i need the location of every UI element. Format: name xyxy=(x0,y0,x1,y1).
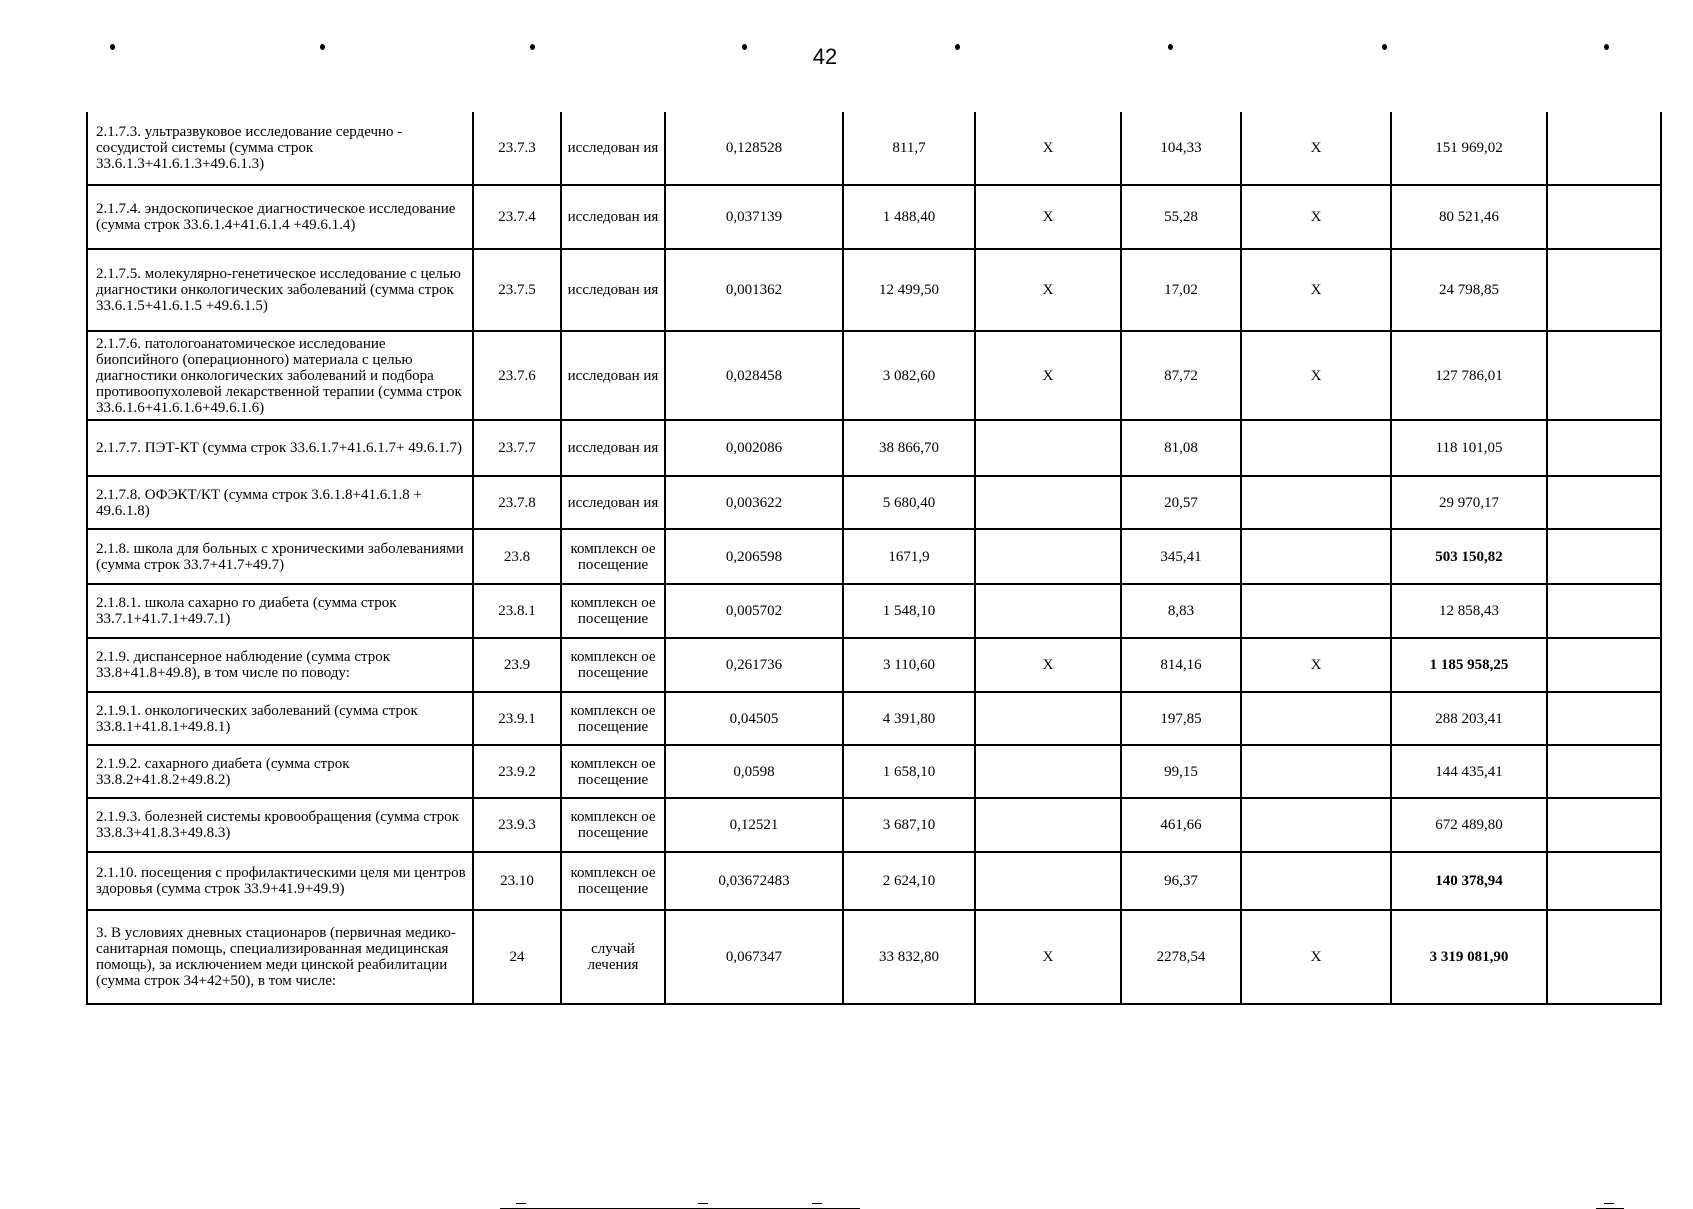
table-row xyxy=(87,249,1661,331)
row-total: 24 798,85 xyxy=(1391,249,1547,331)
row-total: 140 378,94 xyxy=(1391,852,1547,910)
row-per-capita: 461,66 xyxy=(1121,798,1241,852)
row-cost: 5 680,40 xyxy=(843,476,975,529)
table-row xyxy=(87,910,1661,1004)
row-cost: 1 548,10 xyxy=(843,584,975,638)
row-code: 23.7.5 xyxy=(473,249,561,331)
row-unit: исследован ия xyxy=(561,331,665,420)
row-extra xyxy=(1547,638,1661,692)
row-extra xyxy=(1547,249,1661,331)
dot-mark xyxy=(1604,44,1609,50)
row-total: 127 786,01 xyxy=(1391,331,1547,420)
row-norm: 0,002086 xyxy=(665,420,843,476)
row-x-mark-2 xyxy=(1241,476,1391,529)
row-x-mark-1: X xyxy=(975,910,1121,1004)
row-name: 2.1.9.3. болезней системы кровообращения (сумма строк 33.8.3+41.8.3+49.8.3) xyxy=(87,798,473,852)
row-total: 144 435,41 xyxy=(1391,745,1547,798)
row-norm: 0,067347 xyxy=(665,910,843,1004)
row-per-capita: 81,08 xyxy=(1121,420,1241,476)
table-row xyxy=(87,420,1661,476)
row-x-mark-1 xyxy=(975,692,1121,745)
table-row xyxy=(87,112,1661,185)
row-code: 23.8.1 xyxy=(473,584,561,638)
table-row xyxy=(87,638,1661,692)
row-cost: 4 391,80 xyxy=(843,692,975,745)
row-unit: исследован ия xyxy=(561,420,665,476)
row-x-mark-2 xyxy=(1241,852,1391,910)
row-x-mark-2 xyxy=(1241,584,1391,638)
table-row xyxy=(87,185,1661,249)
dot-mark xyxy=(742,44,747,50)
row-unit: комплексн ое посещение xyxy=(561,529,665,584)
row-extra xyxy=(1547,476,1661,529)
row-per-capita: 17,02 xyxy=(1121,249,1241,331)
row-x-mark-1 xyxy=(975,852,1121,910)
row-unit: комплексн ое посещение xyxy=(561,798,665,852)
dot-mark xyxy=(1382,44,1387,50)
row-per-capita: 99,15 xyxy=(1121,745,1241,798)
row-x-mark-1 xyxy=(975,798,1121,852)
row-code: 23.9 xyxy=(473,638,561,692)
row-norm: 0,037139 xyxy=(665,185,843,249)
row-name: 2.1.8.1. школа сахарно го диабета (сумма строк 33.7.1+41.7.1+49.7.1) xyxy=(87,584,473,638)
row-x-mark-1: X xyxy=(975,638,1121,692)
dot-mark xyxy=(110,44,115,50)
table-body xyxy=(87,112,1661,1004)
row-unit: исследован ия xyxy=(561,476,665,529)
row-extra xyxy=(1547,852,1661,910)
row-total: 118 101,05 xyxy=(1391,420,1547,476)
table-row xyxy=(87,331,1661,420)
table-row xyxy=(87,692,1661,745)
row-extra xyxy=(1547,420,1661,476)
row-x-mark-1 xyxy=(975,476,1121,529)
row-cost: 38 866,70 xyxy=(843,420,975,476)
row-code: 23.8 xyxy=(473,529,561,584)
row-per-capita: 55,28 xyxy=(1121,185,1241,249)
row-total: 151 969,02 xyxy=(1391,112,1547,185)
row-x-mark-2: X xyxy=(1241,638,1391,692)
footer-tick xyxy=(516,1203,526,1204)
row-extra xyxy=(1547,185,1661,249)
row-per-capita: 87,72 xyxy=(1121,331,1241,420)
row-name: 2.1.9.1. онкологических заболеваний (сумма строк 33.8.1+41.8.1+49.8.1) xyxy=(87,692,473,745)
row-cost: 2 624,10 xyxy=(843,852,975,910)
row-total: 12 858,43 xyxy=(1391,584,1547,638)
row-cost: 811,7 xyxy=(843,112,975,185)
row-per-capita: 814,16 xyxy=(1121,638,1241,692)
header-dots xyxy=(0,38,1693,58)
row-name: 2.1.7.7. ПЭТ-КТ (сумма строк 33.6.1.7+41.6.1.7+ 49.6.1.7) xyxy=(87,420,473,476)
row-norm: 0,003622 xyxy=(665,476,843,529)
row-unit: комплексн ое посещение xyxy=(561,852,665,910)
row-unit: комплексн ое посещение xyxy=(561,745,665,798)
row-x-mark-2: X xyxy=(1241,910,1391,1004)
row-cost: 3 082,60 xyxy=(843,331,975,420)
row-x-mark-1: X xyxy=(975,112,1121,185)
row-x-mark-2 xyxy=(1241,798,1391,852)
row-cost: 3 687,10 xyxy=(843,798,975,852)
row-extra xyxy=(1547,112,1661,185)
row-norm: 0,128528 xyxy=(665,112,843,185)
row-code: 23.9.3 xyxy=(473,798,561,852)
row-x-mark-2 xyxy=(1241,529,1391,584)
row-name: 3. В условиях дневных стационаров (первичная медико-санитарная помощь, специализированная медицинская помощь), за исключением меди цинской реабилитации (сумма строк 34+42+50), в том числе: xyxy=(87,910,473,1004)
row-x-mark-2: X xyxy=(1241,185,1391,249)
row-cost: 1671,9 xyxy=(843,529,975,584)
row-x-mark-1 xyxy=(975,529,1121,584)
row-extra xyxy=(1547,584,1661,638)
row-code: 23.7.6 xyxy=(473,331,561,420)
row-norm: 0,028458 xyxy=(665,331,843,420)
row-code: 23.9.2 xyxy=(473,745,561,798)
row-total: 503 150,82 xyxy=(1391,529,1547,584)
row-x-mark-1 xyxy=(975,420,1121,476)
row-name: 2.1.7.6. патологоанатомическое исследование биопсийного (операционного) материала с целью диагностики онкологических заболеваний и подбора противоопухолевой лекарственной терапии (сумма строк 33.6.1.6+41.6.1.6+49.6.1.6) xyxy=(87,331,473,420)
row-unit: комплексн ое посещение xyxy=(561,638,665,692)
row-name: 2.1.8. школа для больных с хроническими заболеваниями (сумма строк 33.7+41.7+49.7) xyxy=(87,529,473,584)
row-name: 2.1.9. диспансерное наблюдение (сумма строк 33.8+41.8+49.8), в том числе по поводу: xyxy=(87,638,473,692)
table-row xyxy=(87,584,1661,638)
row-name: 2.1.7.5. молекулярно-генетическое исследование с целью диагностики онкологических заболеваний (сумма строк 33.6.1.5+41.6.1.5 +49.6.1.5) xyxy=(87,249,473,331)
row-code: 23.7.8 xyxy=(473,476,561,529)
dot-mark xyxy=(320,44,325,50)
row-per-capita: 345,41 xyxy=(1121,529,1241,584)
row-extra xyxy=(1547,692,1661,745)
footer-tick xyxy=(698,1203,708,1204)
row-name: 2.1.7.8. ОФЭКТ/КТ (сумма строк 3.6.1.8+41.6.1.8 + 49.6.1.8) xyxy=(87,476,473,529)
row-x-mark-1: X xyxy=(975,185,1121,249)
row-name: 2.1.10. посещения с профилактическими целя ми центров здоровья (сумма строк 33.9+41.9+49.9) xyxy=(87,852,473,910)
row-extra xyxy=(1547,910,1661,1004)
row-x-mark-2 xyxy=(1241,745,1391,798)
row-code: 23.7.4 xyxy=(473,185,561,249)
row-norm: 0,206598 xyxy=(665,529,843,584)
row-x-mark-2 xyxy=(1241,692,1391,745)
dot-mark xyxy=(955,44,960,50)
row-per-capita: 96,37 xyxy=(1121,852,1241,910)
row-code: 23.10 xyxy=(473,852,561,910)
row-cost: 33 832,80 xyxy=(843,910,975,1004)
row-total: 29 970,17 xyxy=(1391,476,1547,529)
row-total: 3 319 081,90 xyxy=(1391,910,1547,1004)
row-x-mark-2 xyxy=(1241,420,1391,476)
row-unit: комплексн ое посещение xyxy=(561,584,665,638)
row-norm: 0,261736 xyxy=(665,638,843,692)
row-total: 672 489,80 xyxy=(1391,798,1547,852)
dot-mark xyxy=(1168,44,1173,50)
row-x-mark-1 xyxy=(975,584,1121,638)
row-extra xyxy=(1547,331,1661,420)
row-name: 2.1.7.3. ультразвуковое исследование сердечно - сосудистой системы (сумма строк 33.6.1.3+41.6.1.3+49.6.1.3) xyxy=(87,112,473,185)
footer-tick xyxy=(812,1203,822,1204)
row-unit: исследован ия xyxy=(561,112,665,185)
row-extra xyxy=(1547,745,1661,798)
row-norm: 0,04505 xyxy=(665,692,843,745)
row-x-mark-2: X xyxy=(1241,249,1391,331)
row-norm: 0,005702 xyxy=(665,584,843,638)
row-unit: исследован ия xyxy=(561,249,665,331)
row-x-mark-1: X xyxy=(975,331,1121,420)
table-row xyxy=(87,852,1661,910)
row-name: 2.1.9.2. сахарного диабета (сумма строк 33.8.2+41.8.2+49.8.2) xyxy=(87,745,473,798)
data-table xyxy=(86,112,1662,1005)
row-unit: исследован ия xyxy=(561,185,665,249)
row-unit: комплексн ое посещение xyxy=(561,692,665,745)
table-row xyxy=(87,745,1661,798)
row-norm: 0,0598 xyxy=(665,745,843,798)
table-row xyxy=(87,798,1661,852)
row-extra xyxy=(1547,529,1661,584)
row-per-capita: 2278,54 xyxy=(1121,910,1241,1004)
row-unit: случай лечения xyxy=(561,910,665,1004)
row-per-capita: 20,57 xyxy=(1121,476,1241,529)
row-cost: 1 488,40 xyxy=(843,185,975,249)
row-name: 2.1.7.4. эндоскопическое диагностическое исследование (сумма строк 33.6.1.4+41.6.1.4 +49.6.1.4) xyxy=(87,185,473,249)
row-total: 1 185 958,25 xyxy=(1391,638,1547,692)
row-per-capita: 197,85 xyxy=(1121,692,1241,745)
row-total: 288 203,41 xyxy=(1391,692,1547,745)
row-x-mark-2: X xyxy=(1241,112,1391,185)
row-cost: 3 110,60 xyxy=(843,638,975,692)
row-code: 24 xyxy=(473,910,561,1004)
row-cost: 12 499,50 xyxy=(843,249,975,331)
row-x-mark-2: X xyxy=(1241,331,1391,420)
row-norm: 0,12521 xyxy=(665,798,843,852)
row-x-mark-1 xyxy=(975,745,1121,798)
row-total: 80 521,46 xyxy=(1391,185,1547,249)
table-row xyxy=(87,476,1661,529)
row-code: 23.9.1 xyxy=(473,692,561,745)
footer-tick xyxy=(1604,1203,1614,1204)
row-extra xyxy=(1547,798,1661,852)
table-row xyxy=(87,529,1661,584)
row-norm: 0,03672483 xyxy=(665,852,843,910)
row-x-mark-1: X xyxy=(975,249,1121,331)
row-per-capita: 8,83 xyxy=(1121,584,1241,638)
row-cost: 1 658,10 xyxy=(843,745,975,798)
row-code: 23.7.3 xyxy=(473,112,561,185)
page-number: 42 xyxy=(812,44,838,69)
dot-mark xyxy=(530,44,535,50)
row-norm: 0,001362 xyxy=(665,249,843,331)
row-per-capita: 104,33 xyxy=(1121,112,1241,185)
row-code: 23.7.7 xyxy=(473,420,561,476)
